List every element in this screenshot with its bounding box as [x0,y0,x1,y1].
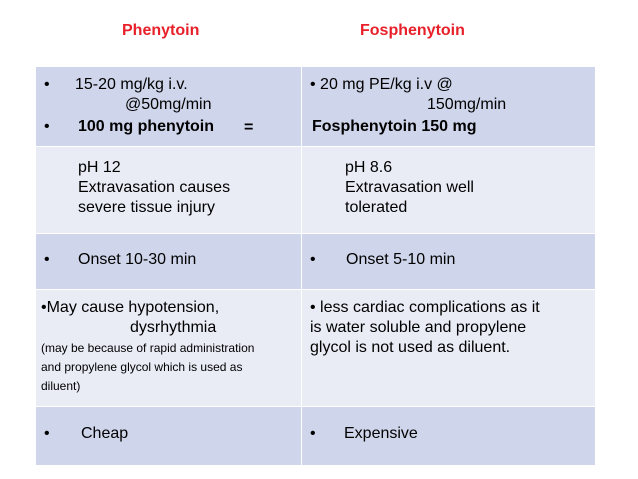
phenytoin-equivalence: 100 mg phenytoin [78,118,215,135]
phenytoin-cost-cell [36,407,302,466]
fosphenytoin-cardiac-2: is water soluble and propylene [310,319,527,336]
phenytoin-onset-cell [36,234,302,290]
phenytoin-hypotension: •May cause hypotension, [41,299,220,316]
phenytoin-onset: Onset 10-30 min [78,251,197,268]
cost-row [36,407,596,466]
phenytoin-rate: @50mg/min [125,96,212,113]
fosphenytoin-onset-cell [302,234,596,290]
fosphenytoin-rate: 150mg/min [427,96,507,113]
phenytoin-dosing-cell [36,67,302,147]
phenytoin-dysrhythmia: dysrhythmia [130,319,217,336]
bullet: • [44,118,50,135]
fosphenytoin-extravasation: Extravasation well [345,179,474,196]
fosphenytoin-cost-cell [302,407,596,466]
fosphenytoin-ph: pH 8.6 [345,159,393,176]
fosphenytoin-onset: Onset 5-10 min [346,251,456,268]
phenytoin-note-2: and propylene glycol which is used as [41,360,243,374]
equals-sign: = [244,119,254,136]
phenytoin-ph: pH 12 [78,159,121,176]
fosphenytoin-extravasation-2: tolerated [345,199,408,216]
dosing-row [36,67,596,147]
comparison-table [35,66,596,466]
phenytoin-dose: 15-20 mg/kg i.v. [75,76,188,93]
bullet: • [310,251,316,268]
fosphenytoin-dosing-cell [302,67,596,147]
phenytoin-header: Phenytoin [122,22,200,39]
fosphenytoin-ph-cell [302,147,596,234]
cardiac-row [36,290,596,407]
phenytoin-extravasation: Extravasation causes [78,179,231,196]
onset-row [36,234,596,290]
bullet: • [44,425,50,442]
fosphenytoin-cost: Expensive [344,425,418,442]
bullet: • [44,76,50,93]
fosphenytoin-cardiac-1: • less cardiac complications as it [310,299,540,316]
fosphenytoin-cardiac-cell [302,290,596,407]
phenytoin-cardiac-cell [36,290,302,407]
bullet: • [310,425,316,442]
phenytoin-note-3: diluent) [41,379,81,393]
bullet: • [44,251,50,268]
phenytoin-ph-cell [36,147,302,234]
fosphenytoin-header: Fosphenytoin [360,22,465,39]
fosphenytoin-cardiac-3: glycol is not used as diluent. [310,339,511,356]
ph-row [36,147,596,234]
fosphenytoin-dose: • 20 mg PE/kg i.v @ [310,76,453,93]
phenytoin-note-1: (may be because of rapid administration [41,341,255,355]
phenytoin-cost: Cheap [81,425,129,442]
fosphenytoin-equivalence: Fosphenytoin 150 mg [312,118,477,135]
phenytoin-extravasation-2: severe tissue injury [78,199,215,216]
